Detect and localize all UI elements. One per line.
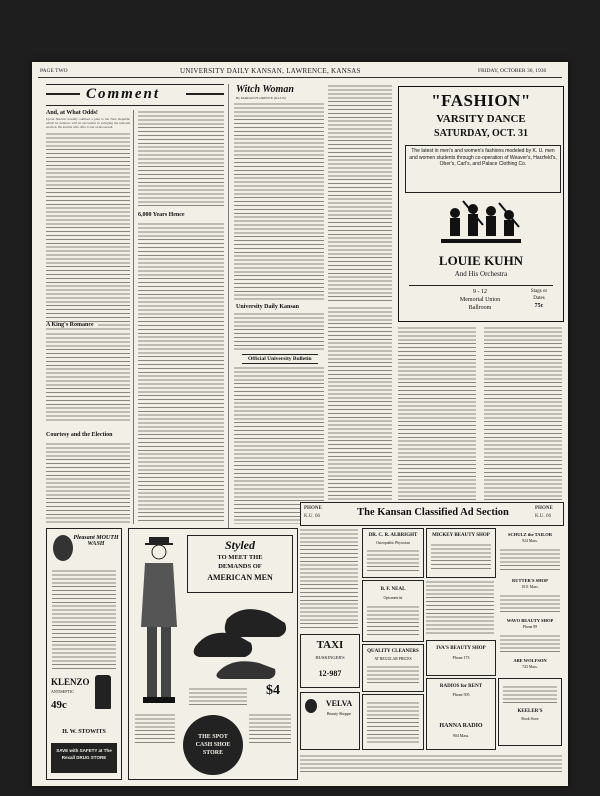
spot-cash-shoe-store-logo: THE SPOT CASH SHOE STORE [183,715,243,775]
shoe-right-copy [249,713,291,743]
keelers-text [503,685,557,705]
masthead-title: University Daily Kansan [236,304,300,310]
ticket-price: 75c [534,303,544,309]
six-thousand-years-text [138,222,224,524]
phone-number-right: K.U. 66 [535,514,551,519]
band-sub: And His Orchestra [454,270,508,278]
editorial-staff-text [328,306,392,524]
dance-date: SATURDAY, OCT. 31 [434,128,528,139]
witch-woman-title: Witch Woman [236,84,294,95]
phone-label-right: PHONE [535,506,553,511]
editorial-text-col2 [138,110,224,206]
rutters-sub: 1011 Mass. [521,585,539,589]
classified-footer-text [300,754,562,774]
header-rule [38,77,562,78]
courtesy-election-text [46,442,130,524]
radios-title: RADIOS for RENT [439,684,483,689]
taxi-title: TAXI [316,639,344,651]
hanna-title: HANNA RADIO [439,723,483,729]
classified-right-column [498,528,562,748]
cleaners-title: QUALITY CLEANERS [367,649,419,654]
masthead-staff-list [234,312,324,350]
witch-woman-text-continued [328,84,392,302]
ivas-beauty-ad [426,640,496,676]
classified-ads-grid [300,528,562,782]
styled-line2: TO MEET THE [217,554,263,561]
rexall-drug-ad [46,528,122,780]
radios-sub: Phone 505 [452,692,470,697]
velva-portrait [305,699,317,713]
wolfson-sub: 743 Mass. [522,665,538,669]
styled-word: Styled [225,538,255,552]
albright-sub: Osteopathic Physician [376,541,410,545]
keelers-sub: Book Store [521,717,539,721]
mickey-title: MICKEY BEAUTY SHOP [432,533,490,538]
witch-woman-text [234,102,324,302]
comment-ornament-left [46,93,80,95]
headline-6000-years: 6,000 Years Hence [138,212,185,218]
page-number-label: PAGE TWO [40,68,68,74]
column-rule-2 [228,84,229,528]
price-line1: Stags or [530,289,548,294]
classified-text-col1 [300,528,358,628]
bulletin-text [234,366,324,524]
optometrist-sub: Optometrist [383,595,403,600]
editorial-lead: Upton Sinclair recently outlined a plan to the New Republic which he believes will be successful in swinging the national election. He and his wife offer to bet on Roosevelt. [46,118,130,129]
radio-ad [426,678,496,750]
venue-line2: Ballroom [468,305,492,311]
column-rule-1 [133,110,134,524]
comment-banner [46,84,224,106]
editorial-text-col1 [46,118,130,368]
mouthwash-heading: Pleasant MOUTH WASH [73,535,119,547]
wolfson-title: ABE WOLFSON [513,658,547,663]
optometrist-text [367,605,419,635]
comment-title: Comment [86,86,161,102]
comment-ornament-right [186,93,224,95]
phone-label-left: PHONE [304,506,322,511]
phone-number-left: K.U. 66 [304,514,320,519]
kings-romance-text [46,332,130,422]
klenzo-bottle [95,675,111,709]
ivas-title: IVA'S BEAUTY SHOP [436,646,486,651]
shoes-illustration [189,597,291,683]
rutters-title: RUTTER'S SHOP [512,578,548,583]
ivas-sub: Phone 173 [452,655,470,660]
velva-sub: Beauty Shoppe [326,711,352,716]
styled-headline-box [187,535,293,593]
headline-courtesy-election: Courtesy and the Election [46,432,113,438]
dance-time: 9 - 12 [473,289,487,295]
ad-divider [409,285,553,286]
schulz-text [500,548,560,572]
optometrist-ad [362,580,424,642]
right-column-text-b [484,326,562,524]
newspaper-page [32,62,568,786]
fashion-title: "FASHION" [431,91,531,110]
schulz-title: SCHULZ the TAILOR [507,532,553,537]
sale-text [367,701,419,743]
headline-and-at-what-odds: And, at What Odds! [46,110,98,116]
orchestra-illustration [435,195,527,247]
rexall-save-banner: SAVE with SAFETY at The Rexall DRUG STORE [51,743,117,773]
keelers-ad [498,678,562,746]
mickey-text [431,543,491,571]
wavo-text [500,634,560,652]
klenzo-sub: ANTISEPTIC [51,689,74,694]
shoe-price: $4 [266,683,280,698]
wavo-sub: Phone 89 [522,625,538,629]
price-line2: Dates [533,296,545,301]
varsity-dance-label: VARSITY DANCE [436,113,526,125]
albright-ad [362,528,424,578]
albright-title: DR. C. R. ALBRIGHT [368,533,418,538]
velva-title: VELVA [325,699,353,708]
klenzo-price: 49c [51,699,67,711]
klenzo-name: KLENZO [51,677,90,687]
taxi-ad [300,634,360,688]
keelers-title: KEELER'S [517,709,543,714]
velva-ad [300,692,360,750]
quality-cleaners-ad [362,644,424,692]
smiling-face-illustration [53,535,73,561]
albright-text [367,549,419,571]
sale-ad [362,694,424,750]
fashion-dance-ad [398,86,564,322]
styled-line3: DEMANDS OF [218,563,262,570]
optometrist-title: B. F. NEAL [380,587,406,592]
headline-kings-romance: A King's Romance [46,322,98,328]
cleaners-sub: AT REGULAR PRICES [374,657,412,661]
styled-line4: AMERICAN MEN [207,573,273,582]
fashion-description: The latest in men's and women's fashions modeled by K. U. men and women students through co-operation of Weaver's, Harzfeld's, Ober's, Carl's, and Palace Clothing Co. [405,145,561,193]
shoe-left-copy [135,713,175,743]
paper-title: UNIVERSITY DAILY KANSAN, LAWRENCE, KANSAS [180,67,361,75]
wavo-title: WAVO BEAUTY SHOP [506,618,554,623]
hanna-sub: 904 Mass. [452,733,470,738]
shoe-store-ad [128,528,298,780]
cleaners-text [367,665,419,685]
classified-title: The Kansan Classified Ad Section [357,507,509,518]
classified-text-col3 [426,580,494,636]
man-in-suit-illustration [135,537,183,707]
venue-line1: Memorial Union [459,297,501,303]
schulz-sub: 924 Mass. [522,539,538,543]
stowits-name: H. W. STOWITS [62,729,106,735]
classified-banner [300,502,564,526]
mouthwash-copy [52,569,116,669]
shoe-copy [189,687,247,707]
band-name: LOUIE KUHN [438,253,524,268]
rutters-text [500,594,560,612]
witch-byline: By MARIAN FLORENCE (ILLUS) [236,96,286,100]
right-column-text-a [398,326,476,524]
taxi-sub: HUSKINGER'S [315,655,345,660]
taxi-phone: 12-987 [318,669,342,678]
date-line: FRIDAY, OCTOBER 30, 1936 [478,68,547,74]
mickey-beauty-ad [426,528,496,578]
bulletin-title: Official University Bulletin [242,354,318,364]
